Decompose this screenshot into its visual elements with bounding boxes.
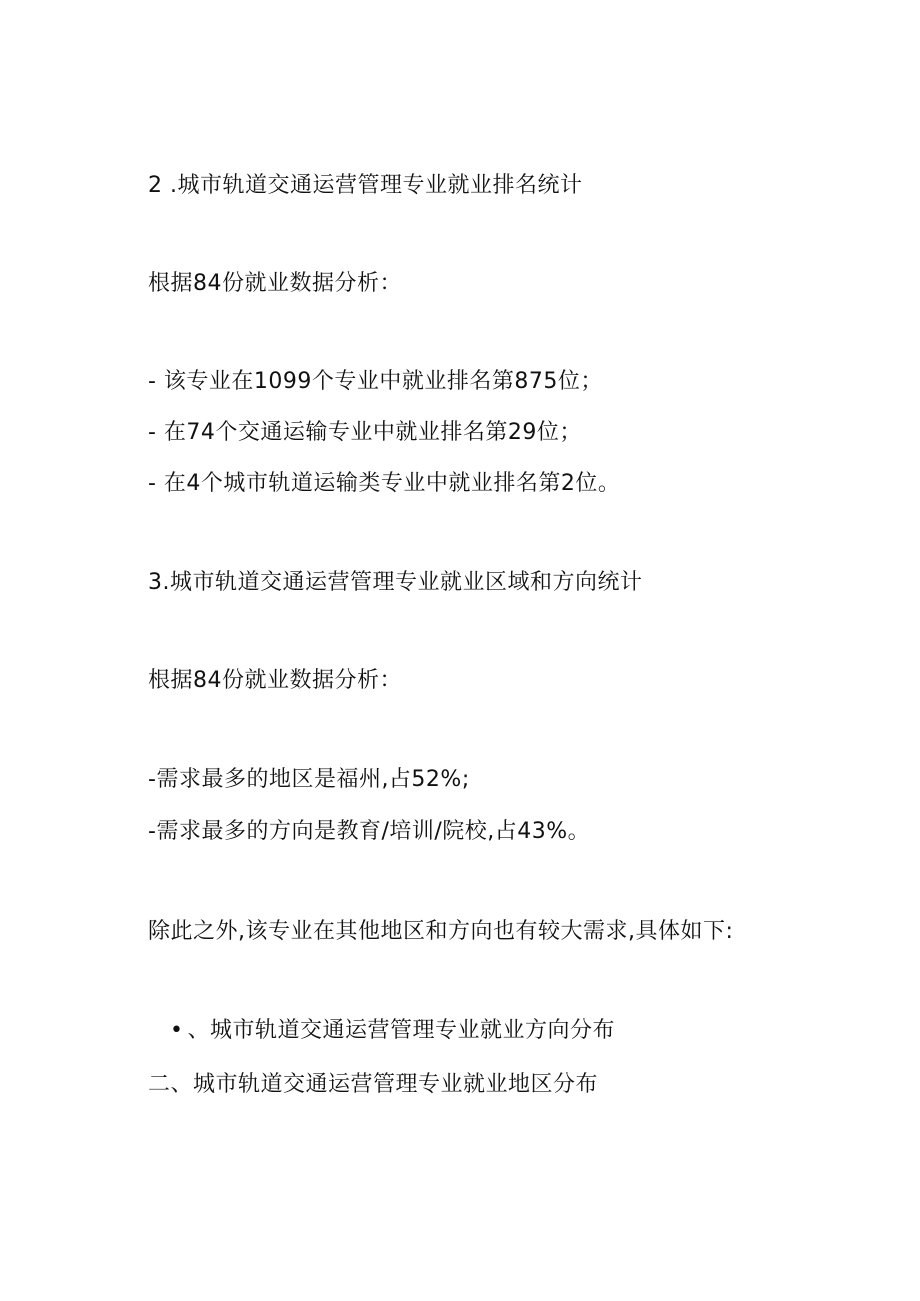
region-item: -需求最多的方向是教育/培训/院校,占43%。 [148,819,591,844]
other-demand-text: 除此之外,该专业在其他地区和方向也有较大需求,具体如下: [148,919,734,944]
region-distribution-heading: 二、城市轨道交通运营管理专业就业地区分布 [148,1072,599,1097]
ranking-heading: 2 .城市轨道交通运营管理专业就业排名统计 [148,173,583,198]
ranking-item: - 在74个交通运输专业中就业排名第29位； [148,420,582,445]
region-item: -需求最多的地区是福州,占52%; [148,767,470,792]
ranking-item: - 该专业在1099个专业中就业排名第875位； [148,369,603,394]
bullet-icon: • [170,1018,184,1043]
direction-distribution-heading [170,1016,615,1046]
region-intro: 根据84份就业数据分析： [148,668,402,693]
region-heading: 3.城市轨道交通运营管理专业就业区域和方向统计 [148,570,643,595]
ranking-item: - 在4个城市轨道运输类专业中就业排名第2位。 [148,471,621,496]
direction-distribution-label: 、城市轨道交通运营管理专业就业方向分布 [187,1018,615,1043]
ranking-intro: 根据84份就业数据分析： [148,271,402,296]
